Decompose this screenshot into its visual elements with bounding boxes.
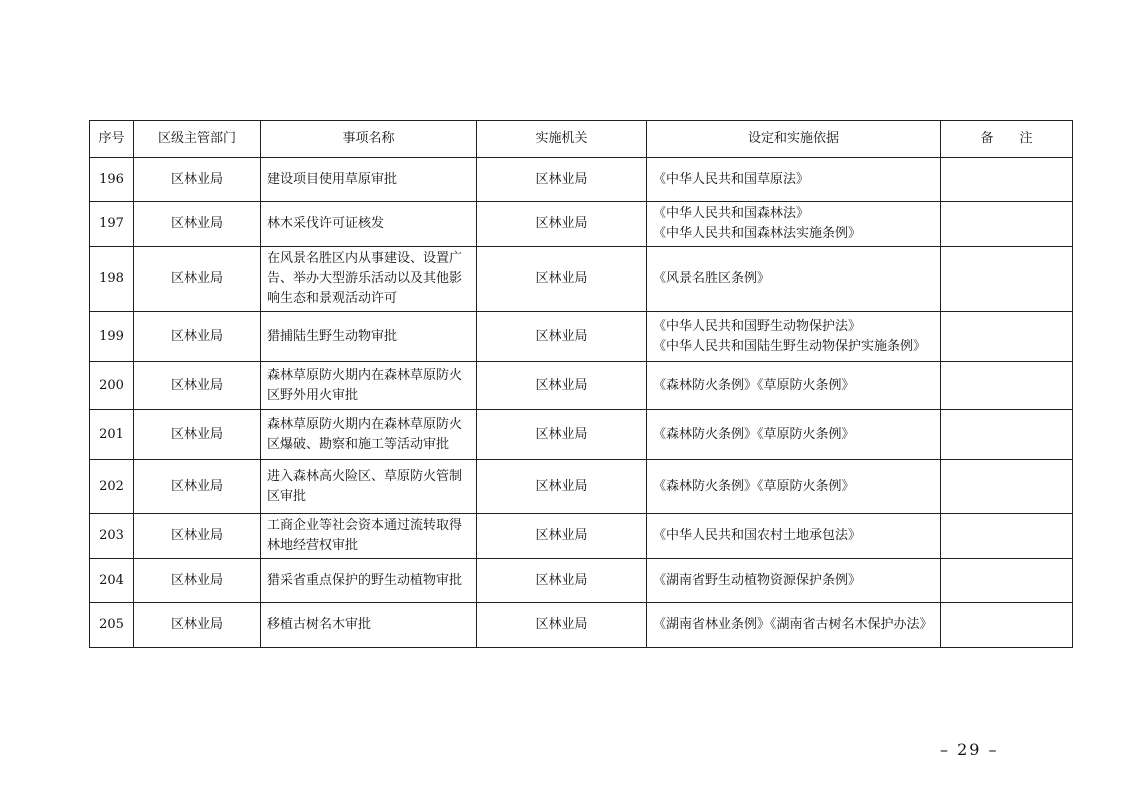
row-agency: 区林业局 [477,158,647,202]
header-row [90,121,1073,158]
header-dept: 区级主管部门 [134,121,261,158]
row-item: 林木采伐许可证核发 [261,202,477,247]
table-row [90,559,1073,603]
row-dept: 区林业局 [134,312,261,362]
basis-line: 《中华人民共和国草原法》 [653,171,810,187]
basis-line: 《湖南省野生动植物资源保护条例》 [653,572,862,588]
row-no: 203 [90,514,134,559]
row-dept: 区林业局 [134,362,261,410]
row-agency: 区林业局 [477,514,647,559]
basis-line: 《中华人民共和国野生动物保护法》 [653,318,862,334]
header-agency: 实施机关 [477,121,647,158]
row-agency: 区林业局 [477,362,647,410]
row-no: 197 [90,202,134,247]
row-agency: 区林业局 [477,247,647,312]
header-item: 事项名称 [261,121,477,158]
table-row [90,514,1073,559]
row-no: 198 [90,247,134,312]
table-row [90,460,1073,514]
row-note [941,362,1073,410]
row-item: 移植古树名木审批 [261,603,477,648]
row-basis [647,158,941,202]
table-row [90,603,1073,648]
row-basis [647,514,941,559]
header-note: 备 注 [941,121,1073,158]
row-note [941,514,1073,559]
row-note [941,158,1073,202]
basis-line: 《森林防火条例》《草原防火条例》 [653,426,855,442]
row-item: 森林草原防火期内在森林草原防火区爆破、勘察和施工等活动审批 [261,410,477,460]
approval-items-table [89,120,1073,648]
table-row [90,410,1073,460]
table-row [90,247,1073,312]
row-no: 200 [90,362,134,410]
row-basis [647,247,941,312]
basis-line: 《湖南省林业条例》《湖南省古树名木保护办法》 [653,617,933,632]
row-agency: 区林业局 [477,410,647,460]
basis-line: 《中华人民共和国森林法》 [653,206,810,221]
header-basis: 设定和实施依据 [647,121,941,158]
row-no: 204 [90,559,134,603]
basis-line: 《中华人民共和国陆生野生动物保护实施条例》 [653,338,927,354]
row-no: 199 [90,312,134,362]
row-basis [647,362,941,410]
row-item: 工商企业等社会资本通过流转取得林地经营权审批 [261,514,477,559]
row-agency: 区林业局 [477,312,647,362]
row-dept: 区林业局 [134,410,261,460]
row-agency: 区林业局 [477,460,647,514]
row-dept: 区林业局 [134,514,261,559]
row-basis [647,559,941,603]
row-agency: 区林业局 [477,559,647,603]
row-dept: 区林业局 [134,202,261,247]
row-dept: 区林业局 [134,559,261,603]
basis-line: 《森林防火条例》《草原防火条例》 [653,478,855,494]
row-note [941,559,1073,603]
row-agency: 区林业局 [477,603,647,648]
table-row [90,202,1073,247]
page-number: – 29 – [940,740,999,759]
row-basis [647,202,941,247]
row-dept: 区林业局 [134,603,261,648]
row-item: 进入森林高火险区、草原防火管制区审批 [261,460,477,514]
table-row [90,312,1073,362]
row-basis [647,460,941,514]
basis-line: 《中华人民共和国森林法实施条例》 [653,226,862,241]
table-row [90,158,1073,202]
row-note [941,312,1073,362]
row-note [941,460,1073,514]
header-no: 序号 [90,121,134,158]
row-note [941,410,1073,460]
row-note [941,247,1073,312]
row-basis [647,312,941,362]
row-no: 205 [90,603,134,648]
basis-line: 《风景名胜区条例》 [653,271,771,286]
row-dept: 区林业局 [134,460,261,514]
row-note [941,603,1073,648]
row-item: 猎采省重点保护的野生动植物审批 [261,559,477,603]
row-basis [647,603,941,648]
row-no: 201 [90,410,134,460]
row-no: 202 [90,460,134,514]
row-dept: 区林业局 [134,247,261,312]
row-no: 196 [90,158,134,202]
row-agency: 区林业局 [477,202,647,247]
basis-line: 《森林防火条例》《草原防火条例》 [653,377,855,393]
basis-line: 《中华人民共和国农村土地承包法》 [653,528,862,543]
row-item: 森林草原防火期内在森林草原防火区野外用火审批 [261,362,477,410]
row-dept: 区林业局 [134,158,261,202]
row-item: 猎捕陆生野生动物审批 [261,312,477,362]
row-basis [647,410,941,460]
row-note [941,202,1073,247]
row-item: 在风景名胜区内从事建设、设置广告、举办大型游乐活动以及其他影响生态和景观活动许可 [261,247,477,312]
row-item: 建设项目使用草原审批 [261,158,477,202]
table-row [90,362,1073,410]
